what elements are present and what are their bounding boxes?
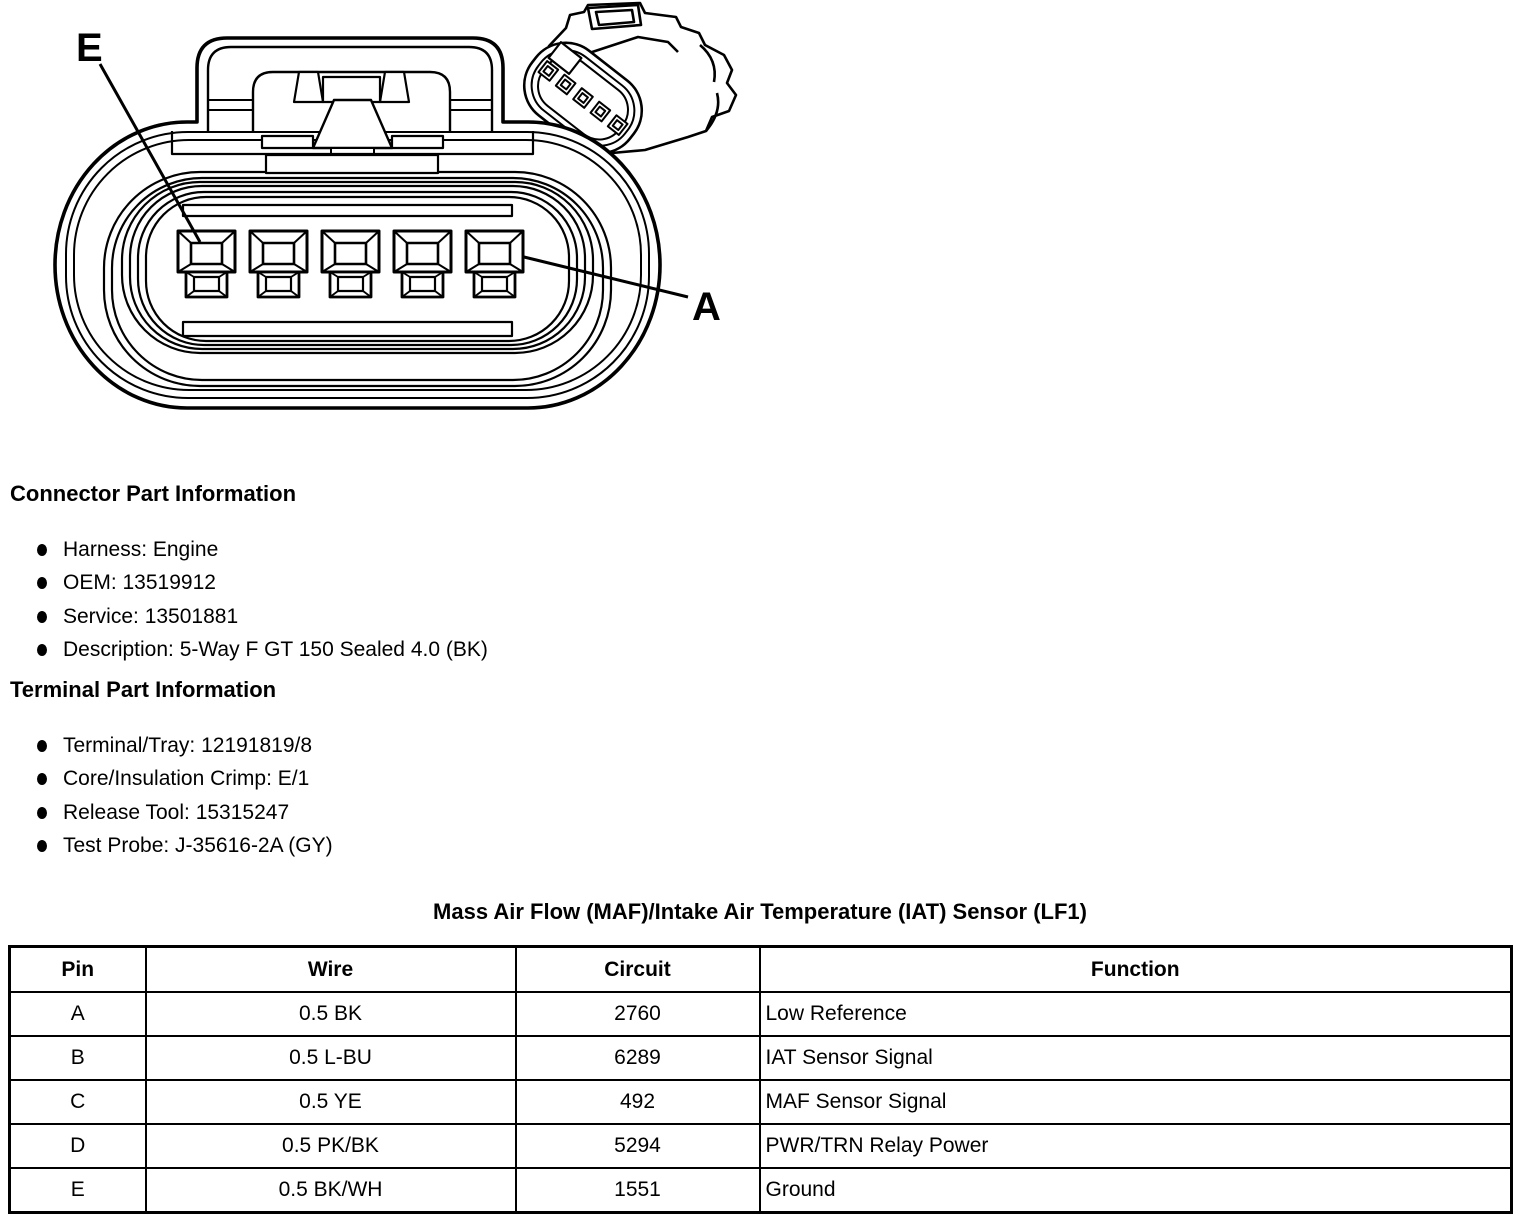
pin-terminal-a <box>466 231 523 297</box>
circuit-cell: 2760 <box>516 992 760 1036</box>
list-item <box>10 566 488 599</box>
connector-part-info-list <box>10 533 488 667</box>
bullet-icon <box>37 544 47 556</box>
list-item-text: Harness: Engine <box>63 538 219 561</box>
pin-cell: C <box>10 1080 146 1124</box>
list-item <box>10 600 488 633</box>
pin-terminal-e <box>178 231 235 297</box>
connector-part-info-heading: Connector Part Information <box>10 481 297 506</box>
terminal-part-info-list <box>10 729 333 863</box>
function-cell: PWR/TRN Relay Power <box>760 1124 1512 1168</box>
bullet-icon <box>37 773 47 785</box>
connector-diagram <box>0 0 760 446</box>
function-cell: Low Reference <box>760 992 1512 1036</box>
pin-cell: B <box>10 1036 146 1080</box>
bullet-icon <box>37 740 47 752</box>
table-row-c <box>10 1080 1512 1124</box>
list-item-text: Release Tool: 15315247 <box>63 800 290 824</box>
function-cell: IAT Sensor Signal <box>760 1036 1512 1080</box>
pin-cell: D <box>10 1124 146 1168</box>
list-item <box>10 796 333 829</box>
header-circuit: Circuit <box>516 947 760 993</box>
bullet-icon <box>37 840 47 852</box>
wire-cell: 0.5 BK/WH <box>146 1168 516 1213</box>
list-item <box>10 533 488 566</box>
list-item-text: Test Probe: J-35616-2A (GY) <box>63 834 333 858</box>
list-item-text: Core/Insulation Crimp: E/1 <box>63 767 310 791</box>
header-pin: Pin <box>10 947 146 993</box>
pin-terminal-c <box>322 231 379 297</box>
wire-cell: 0.5 YE <box>146 1080 516 1124</box>
bullet-icon <box>37 807 47 819</box>
pin-e-label: E <box>76 26 103 70</box>
circuit-cell: 5294 <box>516 1124 760 1168</box>
table-row-a <box>10 992 1512 1036</box>
connector-part-info-section <box>10 481 488 667</box>
list-item <box>10 633 488 666</box>
terminal-part-info-section <box>10 677 333 863</box>
list-item <box>10 829 333 862</box>
list-item-text: Terminal/Tray: 12191819/8 <box>63 734 313 757</box>
pin-cell: E <box>10 1168 146 1213</box>
list-item-text: Service: 13501881 <box>63 604 239 628</box>
table-row-b <box>10 1036 1512 1080</box>
table-row-d <box>10 1124 1512 1168</box>
pinout-table <box>8 945 1513 1214</box>
list-item-text: Description: 5-Way F GT 150 Sealed 4.0 (BK) <box>63 638 488 662</box>
table-header-row <box>10 947 1512 993</box>
circuit-cell: 492 <box>516 1080 760 1124</box>
header-function: Function <box>760 947 1512 993</box>
header-wire: Wire <box>146 947 516 993</box>
circuit-cell: 6289 <box>516 1036 760 1080</box>
pin-terminal-b <box>394 231 451 297</box>
function-cell: MAF Sensor Signal <box>760 1080 1512 1124</box>
bullet-icon <box>37 644 47 656</box>
pinout-table-title: Mass Air Flow (MAF)/Intake Air Temperature (IAT) Sensor (LF1) <box>433 899 1087 924</box>
wire-cell: 0.5 PK/BK <box>146 1124 516 1168</box>
wire-cell: 0.5 BK <box>146 992 516 1036</box>
bullet-icon <box>37 611 47 623</box>
wire-cell: 0.5 L-BU <box>146 1036 516 1080</box>
pin-terminal-d <box>250 231 307 297</box>
bullet-icon <box>37 577 47 589</box>
pin-a-label: A <box>692 285 721 329</box>
terminal-part-info-heading: Terminal Part Information <box>10 677 277 702</box>
list-item <box>10 729 333 762</box>
function-cell: Ground <box>760 1168 1512 1213</box>
circuit-cell: 1551 <box>516 1168 760 1213</box>
list-item-text: OEM: 13519912 <box>63 571 216 595</box>
pin-cell: A <box>10 992 146 1036</box>
table-row-e <box>10 1168 1512 1213</box>
list-item <box>10 762 333 795</box>
